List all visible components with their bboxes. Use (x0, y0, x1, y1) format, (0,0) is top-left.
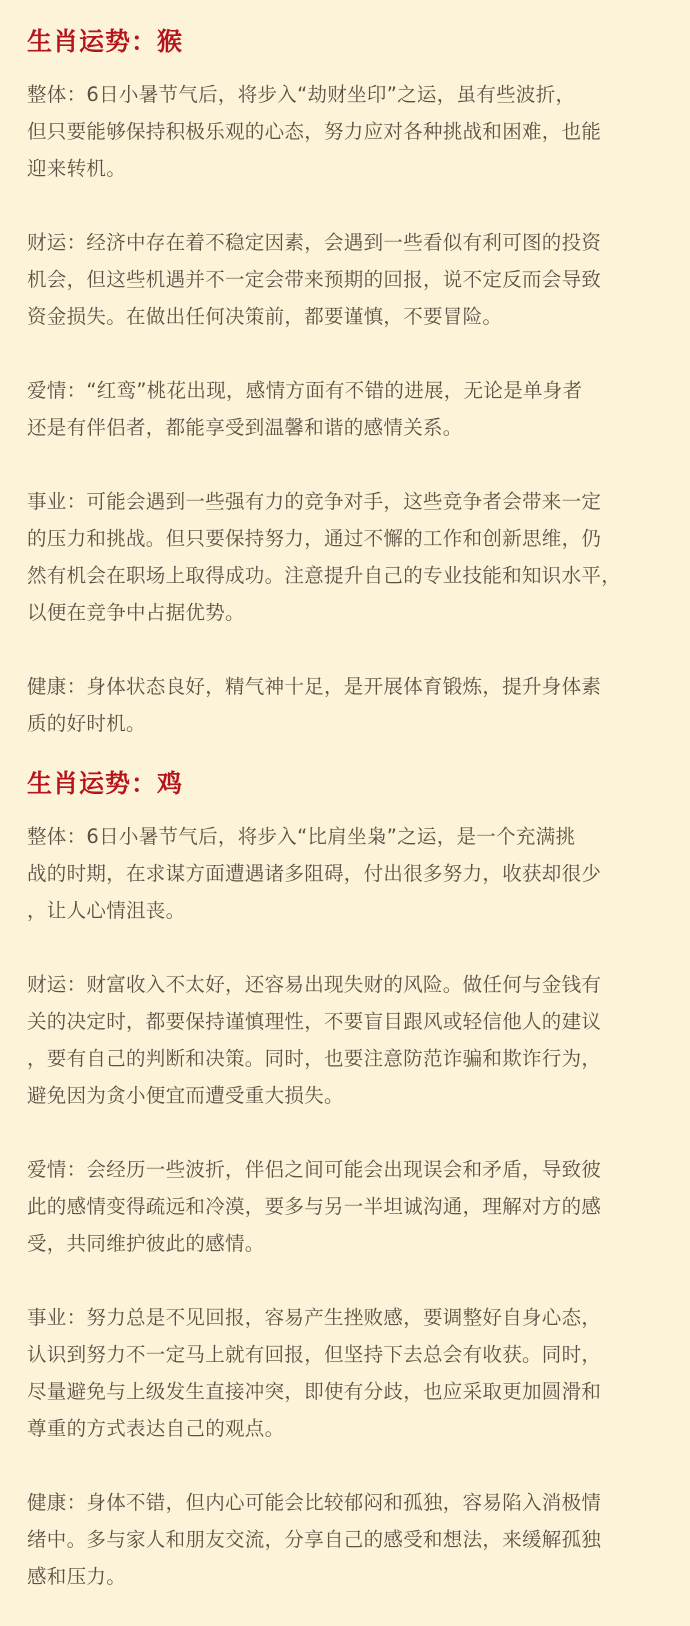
section-title-rooster: 生肖运势：鸡 (27, 769, 184, 798)
monkey-fortune-section (27, 22, 668, 742)
rooster-overall-paragraph: 整体：6日小暑节气后，将步入“比肩坐枭”之运，是一个充满挑 战的时期，在求谋方面遭遇诸多阻碍，付出很多努力，收获却很少 ，让人心情沮丧。 (27, 825, 602, 922)
rooster-love-paragraph: 爱情：会经历一些波折，伴侣之间可能会出现误会和矛盾，导致彼 此的感情变得疏远和冷漠，要多与另一半坦诚沟通，理解对方的感 受，共同维护彼此的感情。 (27, 1158, 602, 1255)
rooster-career-paragraph: 事业：努力总是不见回报，容易产生挫败感，要调整好自身心态， 认识到努力不一定马上就有回报，但坚持下去总会有收获。同时， 尽量避免与上级发生直接冲突，即使有分歧，也应采取更加圆滑和 尊重的方式表达自己的观点。 (27, 1306, 602, 1440)
monkey-love-paragraph: 爱情：“红鸾”桃花出现，感情方面有不错的进展，无论是单身者 还是有伴侣者，都能享受到温馨和谐的感情关系。 (27, 379, 583, 439)
monkey-wealth-paragraph: 财运：经济中存在着不稳定因素，会遇到一些看似有利可图的投资 机会，但这些机遇并不一定会带来预期的回报，说不定反而会导致 资金损失。在做出任何决策前，都要谨慎，不要冒险。 (27, 231, 602, 328)
monkey-health-paragraph: 健康：身体状态良好，精气神十足，是开展体育锻炼，提升身体素 质的好时机。 (27, 675, 602, 735)
monkey-overall-paragraph: 整体：6日小暑节气后，将步入“劫财坐印”之运，虽有些波折， 但只要能够保持积极乐观的心态，努力应对各种挑战和困难，也能 迎来转机。 (27, 83, 602, 180)
monkey-career-paragraph: 事业：可能会遇到一些强有力的竞争对手，这些竞争者会带来一定 的压力和挑战。但只要保持努力，通过不懈的工作和创新思维，仍 然有机会在职场上取得成功。注意提升自己的专业技能和知识水平， 以便在竞争中占据优势。 (27, 490, 622, 624)
rooster-fortune-section (27, 764, 668, 1595)
rooster-health-paragraph: 健康：身体不错，但内心可能会比较郁闷和孤独，容易陷入消极情 绪中。多与家人和朋友交流，分享自己的感受和想法，来缓解孤独 感和压力。 (27, 1491, 602, 1588)
rooster-wealth-paragraph: 财运：财富收入不太好，还容易出现失财的风险。做任何与金钱有 关的决定时，都要保持谨慎理性，不要盲目跟风或轻信他人的建议 ，要有自己的判断和决策。同时，也要注意防范诈骗和欺诈行为， 避免因为贪小便宜而遭受重大损失。 (27, 973, 602, 1107)
section-title-monkey: 生肖运势：猴 (27, 27, 184, 56)
